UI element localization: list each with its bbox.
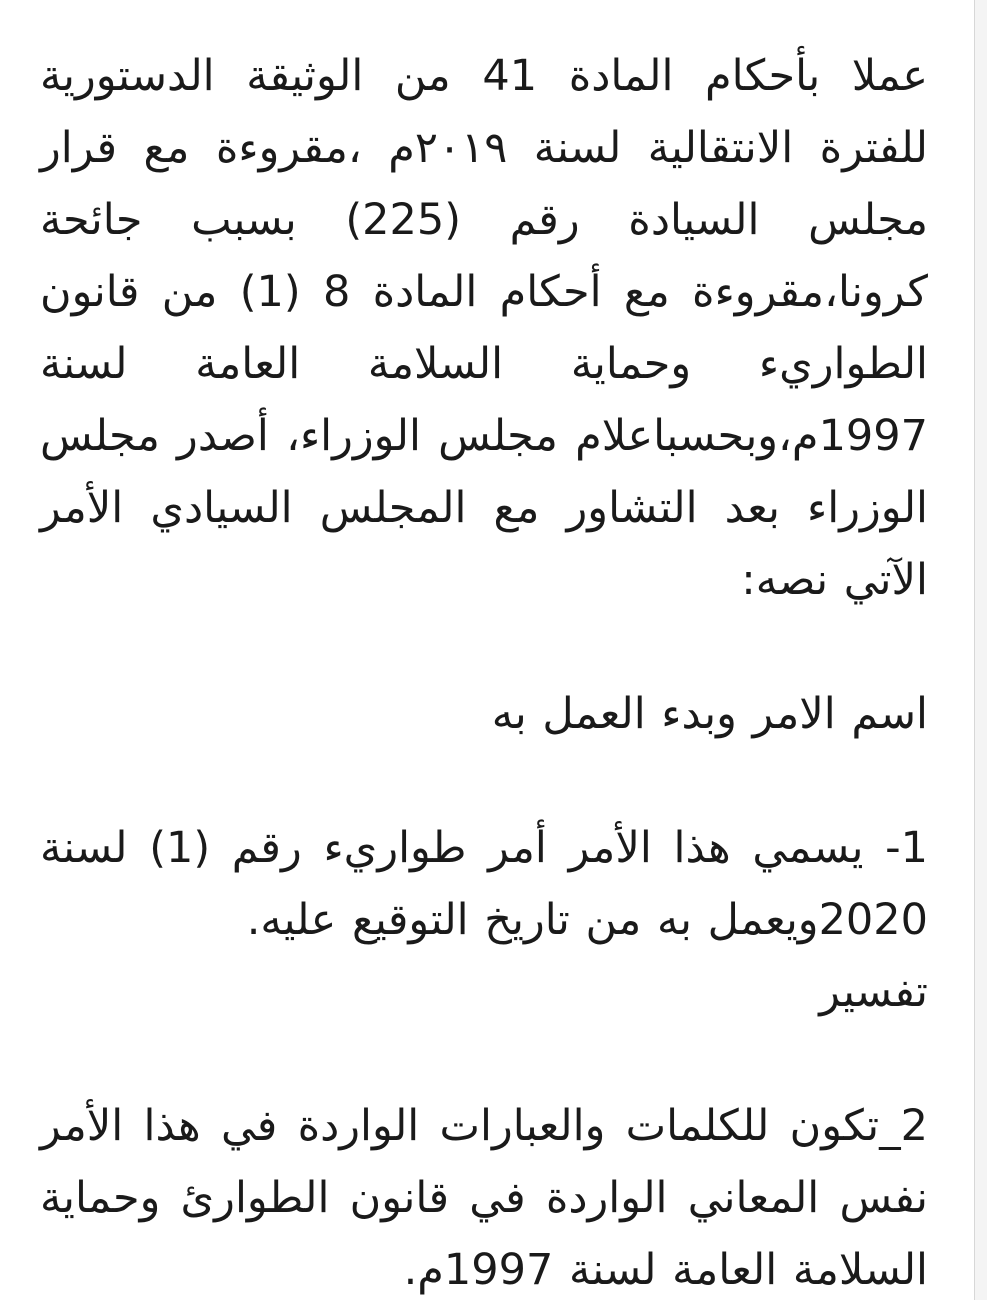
message-body xyxy=(40,40,928,1306)
message-paragraph-clause-2: 2_تكون للكلمات والعبارات الواردة في هذا الأمر نفس المعاني الواردة في قانون الطوارئ وحماية السلامة العامة لسنة 1997م. xyxy=(40,1101,928,1295)
message-paragraph-heading: اسم الامر وبدء العمل به xyxy=(491,689,928,739)
message-paragraph-clause-1: 1- يسمي هذا الأمر أمر طواريء رقم (1) لسنة 2020ويعمل به من تاريخ التوقيع عليه. تفسير xyxy=(40,823,928,1017)
message-paragraph-preamble: عملا بأحكام المادة 41 من الوثيقة الدستورية للفترة الانتقالية لسنة ٢٠١٩م ،مقروءة مع قرار مجلس السيادة رقم (225) بسبب جائحة كرونا،مقروءة مع أحكام المادة 8 (1) من قانون الطواريء وحماية السلامة العامة لسنة 1997م،وبحسباعلام مجلس الوزراء، أصدر مجلس الوزراء بعد التشاور مع المجلس السيادي الأمر الآتي نصه: xyxy=(40,51,928,605)
scrollbar[interactable] xyxy=(974,0,987,1300)
